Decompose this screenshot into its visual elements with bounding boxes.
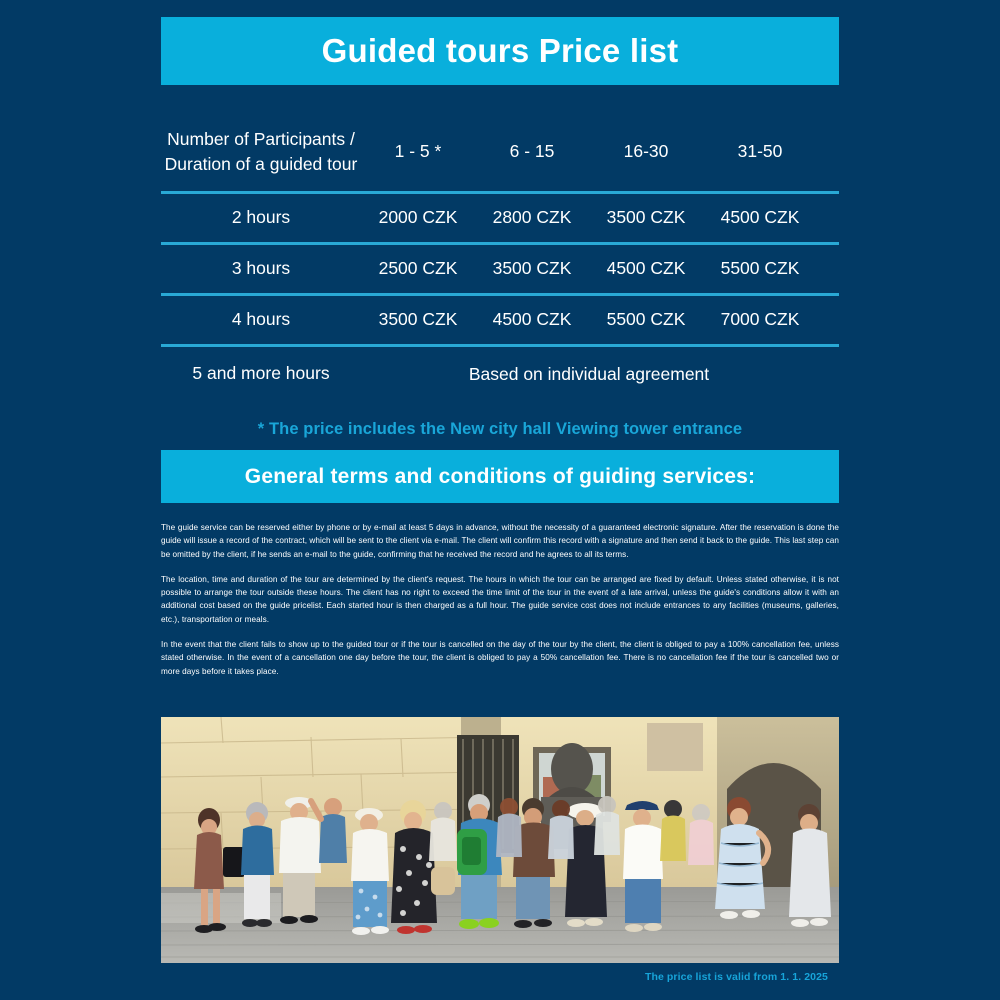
page-title-banner <box>161 17 839 85</box>
table-header-col-1: 1 - 5 * <box>394 141 442 162</box>
tour-group-photo-illustration <box>161 717 839 963</box>
row-price-1: 2000 CZK <box>378 207 458 228</box>
row-price-3: 5500 CZK <box>606 309 686 330</box>
terms-heading-banner <box>161 450 839 503</box>
price-footnote: * The price includes the New city hall Viewing tower entrance <box>257 420 743 438</box>
table-header-row <box>161 113 839 191</box>
table-divider <box>161 344 839 347</box>
special-row-note: Based on individual agreement <box>468 363 710 384</box>
row-label: 2 hours <box>231 207 291 228</box>
validity-note: The price list is valid from 1. 1. 2025 <box>644 971 828 983</box>
terms-paragraph-1: The guide service can be reserved either by phone or by e-mail at least 5 days in advance, without the necessity of a guaranteed electronic signature. After the reservation is done the guide will issue a record of the contract, which will be sent to the client via e-mail. The client will confirm this record with a signature and then send it back to the guide. This last step can be omitted by the client, if he sends an e-mail to the guide, confirming that he received the record and he agrees to all its terms. <box>161 523 839 559</box>
table-header-col-3: 16-30 <box>623 141 669 162</box>
row-price-2: 3500 CZK <box>492 258 572 279</box>
terms-body <box>161 521 839 690</box>
row-price-4: 7000 CZK <box>720 309 800 330</box>
terms-paragraph-3: In the event that the client fails to show up to the guided tour or if the tour is cancelled on the day of the tour by the client, the client is obliged to pay a 100% cancellation fee, unless stated otherwise. In the event of a cancellation one day before the tour, the client is obliged to pay a 50% cancellation fee. There is no cancellation fee if the tour is cancelled two or more days before it takes place. <box>161 639 839 676</box>
row-price-3: 4500 CZK <box>606 258 686 279</box>
terms-heading: General terms and conditions of guiding services: <box>244 464 756 488</box>
table-row <box>161 245 839 293</box>
table-row-special <box>161 349 839 399</box>
row-price-1: 3500 CZK <box>378 309 458 330</box>
row-price-2: 2800 CZK <box>492 207 572 228</box>
row-price-4: 4500 CZK <box>720 207 800 228</box>
row-label: 4 hours <box>231 309 291 330</box>
row-price-1: 2500 CZK <box>378 258 458 279</box>
table-header-col-4: 31-50 <box>737 141 783 162</box>
table-row <box>161 296 839 344</box>
row-price-3: 3500 CZK <box>606 207 686 228</box>
row-price-2: 4500 CZK <box>492 309 572 330</box>
table-row <box>161 194 839 242</box>
terms-paragraph-2: The location, time and duration of the tour are determined by the client's request. The hours in which the tour can be arranged are fixed by default. Unless stated otherwise, it is not possible to arrange the tour outside these hours. The client has no right to exceed the time limit of the tour in the event of a late arrival, unless the guide's conditions allow it with an additional cost based on the guide pricelist. Each started hour is then charged as a full hour. The guide service cost does not include entrances to any facilities (museums, galleries, etc.), transportation or meals. <box>161 574 839 624</box>
special-row-label: 5 and more hours <box>192 363 330 384</box>
table-header-col-2: 6 - 15 <box>509 141 555 162</box>
tour-group-photo <box>161 717 839 963</box>
price-table <box>161 113 839 399</box>
row-price-4: 5500 CZK <box>720 258 800 279</box>
row-label: 3 hours <box>231 258 291 279</box>
table-header-label: Number of Participants / Duration of a guided tour <box>164 128 358 174</box>
page-title: Guided tours Price list <box>321 32 679 69</box>
